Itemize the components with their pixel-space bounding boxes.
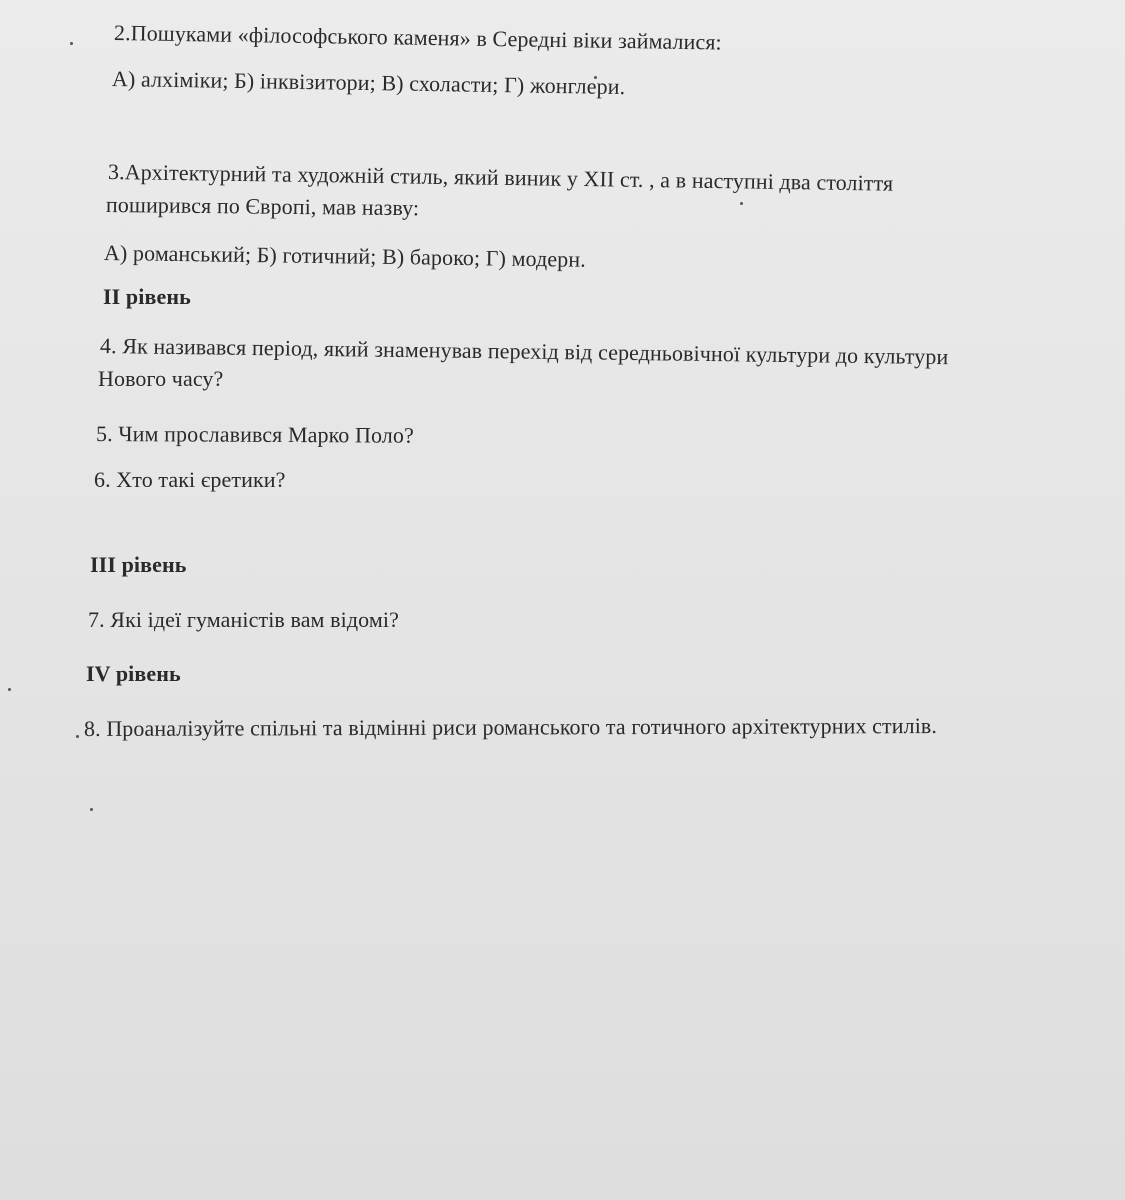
question-5: 5. Чим прославився Марко Поло? [95, 421, 414, 448]
question-2-options: А) алхіміки; Б) інквізитори; В) схоласти; Г) жонглери. [111, 66, 626, 100]
question-4-line-1: 4. Як називався період, який знаменував перехід від середньовічної культури до культури [99, 333, 949, 370]
question-4-line-2: Нового часу? [98, 366, 224, 391]
question-3-line-1: 3.Архітектурний та художній стиль, який виник у ХІІ ст. , а в наступні два століття [107, 159, 894, 196]
question-3-options: А) романський; Б) готичний; В) бароко; Г) модерн. [103, 240, 587, 272]
question-6: 6. Хто такі єретики? [94, 467, 286, 492]
level-2-heading: ІІ рівень [103, 284, 191, 309]
question-3-line-2: поширився по Європі, мав назву: [105, 192, 420, 221]
question-2: 2.Пошуками «філософського каменя» в Середні віки займалися: [113, 20, 722, 55]
level-3-heading: ІІІ рівень [90, 552, 187, 577]
question-8: 8. Проаналізуйте спільні та відмінні риси романського та готичного архітектурних стилів. [83, 713, 938, 741]
level-4-heading: ІV рівень [86, 661, 181, 686]
question-7: 7. Які ідеї гуманістів вам відомі? [88, 607, 399, 632]
